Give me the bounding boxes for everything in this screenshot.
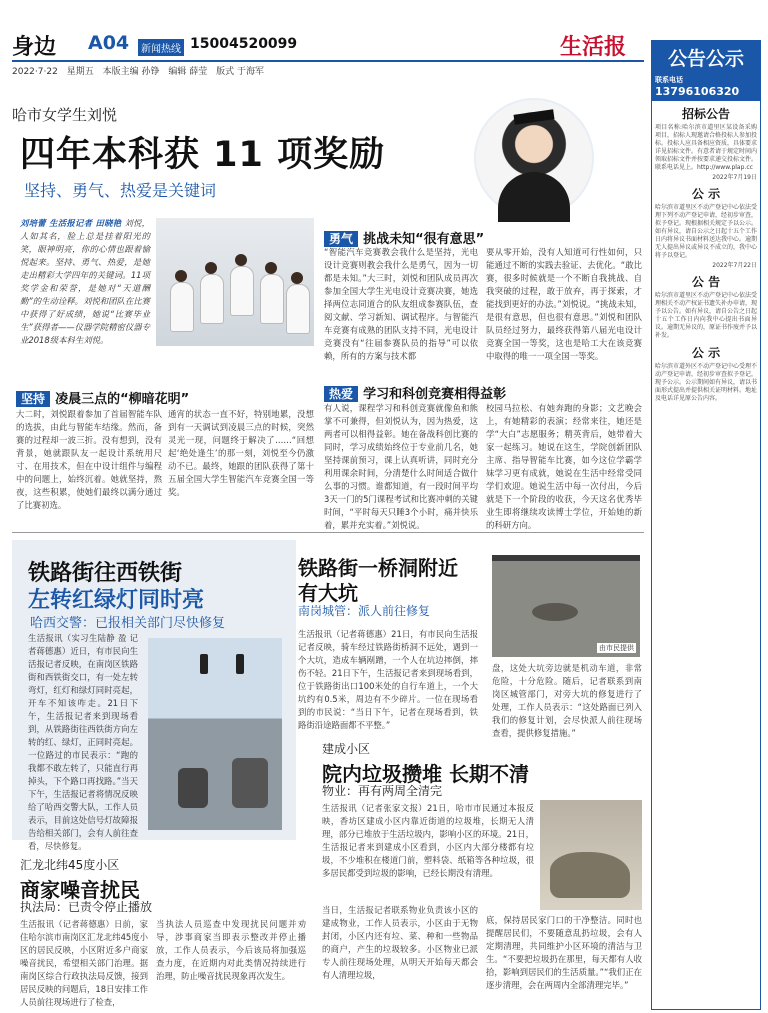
- story4-kicker: 建成小区: [322, 742, 371, 756]
- section-tag: 热爱: [324, 386, 358, 402]
- story2-headline-line1: 铁路街往西铁街: [28, 561, 183, 586]
- person-shape: [260, 274, 284, 324]
- story3-headline-line2: 有大坑: [298, 581, 358, 605]
- notice-block: [652, 273, 760, 340]
- story2-headline-line2: 左转红绿灯同时亮: [28, 588, 205, 613]
- notice-title: 招标公告: [681, 107, 730, 121]
- story1-body: 校园马拉松、有她奔跑的身影；文艺晚会上，有她精彩的表演；经常来往，她还是学“大白”志愿服务；精英背后，她带着大家一起练习。她说在这生，学院创新团队主席、指导智能车比赛，如今这位学霸学妹学习更有成就，她说在生活中经常受同学们欢迎。她说生活中每一次付出，今后就是下一个阶段的收获，今天这名优秀毕业生即将继续攻读博士学位，开始她的新的科研方向。: [486, 403, 642, 530]
- grad-cap-shape: [513, 109, 554, 124]
- pothole-shape: [532, 603, 578, 621]
- motorcycle-shape: [178, 768, 208, 808]
- editor2-credit: 编辑 薛莹: [168, 67, 208, 77]
- person-shape: [170, 282, 194, 332]
- grad-gown-shape: [498, 172, 570, 222]
- traffic-light-shape: [236, 654, 244, 674]
- story1-section-persistence: [16, 388, 189, 407]
- story2-body: 生活报讯（实习生陆静 盈 记者蒋德惠）近日，有市民向生活报记者反映，在南岗区铁路街和西铁街交口，有一处左转弯灯，红灯和绿灯同时亮起，开车不知该咋走。21日下午，生活报记者来到现场看到，从铁路街往西铁街方向左转的红、绿灯，正同时亮起。一位路过的市民表示：“跑的我都不敢左转了，只能直行再掉头，下个路口再找路。”当天下午，生活报记者将情况反映给了哈西交警大队，工作人员表示，目前这处信号灯故障报告给相关部门，会有人前往查看，尽快修复。: [28, 633, 138, 851]
- section-title: 身边: [12, 34, 57, 60]
- story1-lead-text: 刘悦，人如其名，脸上总是挂着阳光的笑，眼神明亮，你的心情也跟着愉悦起来。坚持、勇气、热爱，是她走出精彩大学四年的关键词。11项奖学金和荣誉，是她对“天道酬勤”的生动诠释。刘悦和团队在比赛中获得了好成绩，她说“比赛毕业生”获得者——仪器学院精密仪器专业2018级本科生刘悦。: [20, 218, 150, 345]
- notice-text: 哈尔滨市道里区不动产登记中心依法受理相关不动产权证书遗失补办申请，现予以公告。如有异议，请自公告之日起十五个工作日内向我中心提出书面异议。逾期无异议的，原证书作废并予以补发。: [655, 292, 758, 339]
- story1-headline: 四年本科获 11 项奖励: [20, 135, 386, 175]
- page-code: A04: [88, 32, 130, 54]
- story3-body: 生活报讯（记者蒋德惠）21日，有市民向生活报记者反映，骑车经过铁路街桥洞不远处，遇到一个大坑，造成车辆剐蹭，一个人在坑边摔倒，摔伤不轻。21日下午，生活报记者来到现场看到，位于铁路街出口100米处的自行车道上，一个大坑约有0.5米，周边有不少碎片。一位在现场看到的市民说：“当日下午，记者在现场看到，铁路街沿途路面都不平整。”: [298, 629, 478, 730]
- story4-headline: 院内垃圾攒堆 长期不清: [322, 762, 529, 786]
- traffic-light-photo: [148, 638, 282, 830]
- story3-body: 盘，这处大坑旁边就是机动车道，非常危险，十分危险。随后，记者联系到南岗区城管部门，对旁大坑的修复进行了处理，工作人员表示：“这处路面已列入我们的修复计划，会尽快派人前往现场查看，提供修复措施。”: [492, 663, 642, 738]
- section-head: 凌晨三点的“柳暗花明”: [55, 392, 190, 407]
- editor-credit: 本版主编 孙铮: [102, 67, 160, 77]
- photo-caption: 由市民提供: [599, 644, 634, 652]
- head-shape: [205, 262, 217, 274]
- notice-block: [652, 105, 760, 181]
- garbage-photo: [540, 800, 642, 910]
- notice-text: 哈尔滨市道里区不动产登记中心依法受理下列不动产登记申请，经初步审查，拟予登记。现根据相关规定予以公示。如有异议，请自公示之日起十五个工作日内将异议书面材料送达我中心。逾期无人提出异议或异议不成立的，我中心将予以登记。: [655, 204, 758, 259]
- story1-lead: [20, 217, 150, 381]
- story3-subtitle: 南岗城管：派人前往修复: [298, 604, 431, 618]
- section-tag: 坚持: [16, 391, 50, 407]
- person-shape: [230, 266, 254, 316]
- header-rule: [12, 60, 644, 62]
- notice-title: 公 示: [691, 346, 721, 360]
- story1-body: 要从零开始，没有人知道可行性如何，只能通过不断的实践去验证、去优化。“敢比赛，很多时候就是一个不断自我挑战、自我突破的过程，敢于放弃，再于探索，才能找到更好的办法。”刘悦说。“挑战未知，是很有意思，但也很有意思。”刘悦和团队队员经过努力，最终获得第八届光电设计竞赛全国一等奖，这也是哈工大在该竞赛中取得的唯一一项全国一等奖。: [486, 247, 642, 361]
- story3-headline-line1: 铁路街一桥洞附近: [298, 556, 458, 580]
- story4-subtitle: 物业：再有两周全清完: [322, 784, 443, 798]
- notice-column: [651, 40, 761, 1010]
- design-credit: 版式 于海军: [216, 67, 264, 77]
- notice-date: 2022年7月19日: [712, 174, 757, 181]
- motorcycle-shape: [232, 758, 268, 808]
- notice-phone-label: 联系电话: [655, 76, 683, 84]
- notice-date: 2022年7月22日: [712, 262, 757, 269]
- story1-body: 通宵的状态一直不好，特别地累，没想到有一天调试到凌晨三点的时候，突然灵光一现，问题终于解决了……“回想起‘绝处逢生’的那一刻，刘悦至今仍激动不已。最终，她跟的团队获得了第十五届全国大学生智能汽车竞赛全国一等奖。: [168, 409, 314, 497]
- section-divider: [12, 532, 644, 533]
- garbage-pile-shape: [550, 852, 630, 898]
- graduate-portrait: [474, 98, 594, 218]
- story4-body: 当日，生活报记者联系物业负责该小区的建成物业，工作人员表示，小区由于无物封闭，小区内还有垃、菜、种和一些物品的商户，产生的垃圾较多。小区物业已派专人前往现场处理，从明天开始每天都会有人清理垃圾，: [322, 905, 478, 980]
- story5-body: 生活报讯（记者蒋德惠）日前，家住哈尔滨市南岗区汇龙北纬45度小区的居民反映，小区附近多户商家噪音扰民，希望相关部门治理。据南岗区综合行政执法局反馈，接到居民反映的问题后，18日安排工作人员前往现场进行了检查，: [20, 919, 148, 1007]
- story2-subtitle: 哈西交警：已报相关部门尽快修复: [30, 616, 226, 631]
- pothole-photo: [492, 555, 640, 657]
- traffic-light-shape: [200, 654, 208, 674]
- notice-block: [652, 185, 760, 269]
- person-shape: [200, 274, 224, 324]
- notice-title: 公 告: [691, 275, 721, 289]
- team-photo: [156, 218, 314, 346]
- story5-subtitle: 执法局：已责令停止播放: [20, 900, 153, 914]
- notice-block: [652, 344, 760, 403]
- hotline-label: 新闻热线: [138, 39, 184, 56]
- issue-date: 2022·7·22: [12, 67, 58, 77]
- head-shape: [235, 254, 247, 266]
- story5-body: 当执法人员巡查中发现扰民问题并劝导，涉事商家当即表示整改并停止播放，工作人员表示，今后该局将加强巡查力度，在近期内对此类情况持续进行治理，防止噪音扰民现象再次发生。: [156, 919, 306, 981]
- section-head: 学习和科创竞赛相得益彰: [363, 387, 507, 402]
- story1-section-courage: [324, 228, 484, 247]
- notice-head: 公告公示: [652, 41, 760, 72]
- story1-byline: 刘培蕾 生活报记者 田晓艳: [20, 218, 122, 228]
- story1-body: “智能汽车竞赛教会我什么是坚持，光电设计竞赛则教会我什么是勇气，因为一切都是未知。”大三时，刘悦和团队成员再次参加全国大学生光电设计竞赛决赛，她选择两位志同道合的队友组成参赛队伍，查阅文献、学习新知、调试程序。与智能汽车竞赛有成熟的团队支持不同，光电设计竞赛没有“往届参赛队员的指导”可以依赖，所有的方案与技术都: [324, 247, 478, 361]
- section-tag: 勇气: [324, 231, 358, 247]
- story1-kicker: 哈市女学生刘悦: [12, 106, 118, 124]
- story1-subtitle: 坚持、勇气、热爱是关键词: [24, 181, 217, 200]
- hotline-number: 15004520099: [190, 36, 298, 52]
- issue-weekday: 星期五: [66, 67, 94, 77]
- person-shape: [286, 284, 310, 334]
- issue-info: [12, 64, 270, 77]
- head-shape: [265, 262, 277, 274]
- head-shape: [175, 270, 187, 282]
- story1-body: 有人说，课程学习和科创竞赛就像鱼和熊掌不可兼得，但刘悦认为，因为热爱，这两者可以相得益彰。她在备战科创比赛的同时，学习成绩始终位于专业前几名，她坚持课前预习，课上认真听讲，同时充分利用课余时间，分清楚什么时间适合做什么事的习惯。谁都知道，有一段时间平均3天一门的5门课程考试和比赛冲刺的关键时间，“平时每天只睡3个小时，痛并快乐着，累并充实着。”刘悦说。: [324, 403, 478, 530]
- section-head: 挑战未知“很有意思”: [363, 232, 485, 247]
- notice-title: 公 示: [691, 187, 721, 201]
- story5-kicker: 汇龙北纬45度小区: [20, 858, 120, 872]
- brand-logo: 生活报: [560, 34, 627, 60]
- story1-section-passion: [324, 383, 506, 402]
- head-shape: [291, 272, 303, 284]
- story4-body: 生活报讯（记者张家文报）21日，哈市市民通过本报反映，香坊区建成小区内靠近街道的垃圾堆，长期无人清理，部分已堆放于生活垃圾内，影响小区的环境。21日，生活报记者来到建成小区看到，小区内大部分楼都有垃圾，不少堆积在楼道门前，塑料袋、纸箱等各种垃圾，很多居民都受到垃圾的影响，已经长期没有清理。: [322, 803, 534, 878]
- notice-text: 项目名称:哈尔滨市道里区某设备采购项目，招标人现邀请合格投标人参加投标。投标人应具备相应资质，具体要求详见招标文件。有意者请于规定时间内领取招标文件并按要求递交投标文件。联系电话见上。http://www.plap.cc: [655, 124, 758, 171]
- story5-headline: 商家噪音扰民: [20, 878, 140, 902]
- notice-text: 哈尔滨市道外区不动产登记中心受理不动产登记申请，经初步审查拟予登记，现予公示。公示期间如有异议，请以书面形式提出并提供相关证明材料。地址及电话详见原公告内容。: [655, 363, 758, 402]
- notice-phone-row: [652, 72, 760, 101]
- notice-phone: 13796106320: [655, 85, 740, 98]
- story4-body: 底，保持居民家门口的干净整洁。同时也提醒居民们，不要随意乱扔垃圾，会有人定期清理，共同维护小区环境的清洁与卫生。“不要把垃圾扔在那里，每天都有人收拾，影响到居民们的生活质量。”“我们正在逐步清理，会在两周内全部清理完毕。”: [486, 915, 642, 990]
- story1-body: 大二时，刘悦跟着参加了首届智能车队的选拔，由此与智能车结缘。然而，备赛的过程却一波三折。没有想到，没有背景，她就跟队友一起设计系统用尺寸、在用技术，但在中设计组件与编程中的问题上，始终沉着。她就坚持，熬夜，这些积累，使她们最终以满分通过了比赛初选。: [16, 409, 162, 510]
